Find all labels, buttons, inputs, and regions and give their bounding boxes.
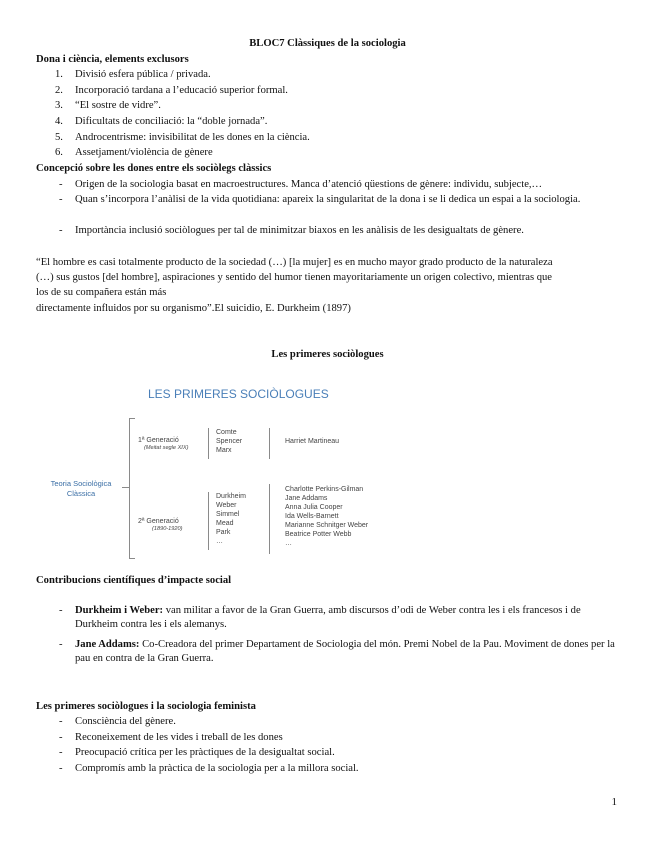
list-dash: -	[59, 179, 63, 190]
gen2-man: Durkheim	[216, 493, 246, 500]
list-dash: -	[59, 194, 63, 205]
list-dash: -	[59, 747, 63, 758]
page-number: 1	[611, 796, 617, 808]
gen1-woman: Harriet Martineau	[285, 438, 340, 445]
gen2-woman: …	[285, 540, 292, 547]
person-name: Jane Addams:	[75, 639, 140, 650]
list-item	[75, 604, 623, 632]
section-heading-primeres: Les primeres sociòlogues	[271, 349, 384, 360]
list-number: 2.	[55, 85, 63, 96]
section-heading-contribucions: Contribucions científiques d’impacte social	[36, 575, 232, 586]
list-dash: -	[59, 763, 63, 774]
list-number: 4.	[55, 116, 63, 127]
gen2-man: Park	[216, 529, 231, 536]
gen2-period: (1890-1920)	[152, 526, 183, 532]
list-dash: -	[59, 639, 63, 650]
connector-line	[129, 418, 135, 419]
list-number: 5.	[55, 132, 63, 143]
list-number: 3.	[55, 100, 63, 111]
quote-line: “El hombre es casi totalmente producto de la sociedad (…) [la mujer] es en mucho mayor grado producto de la naturaleza	[36, 257, 553, 268]
list-item: Incorporació tardana a l’educació superior formal.	[75, 85, 288, 96]
list-dash: -	[59, 716, 63, 727]
list-item: Assetjament/violència de gènere	[75, 147, 213, 158]
connector-line	[208, 492, 209, 550]
gen2-man: …	[216, 538, 223, 545]
list-item	[75, 638, 623, 666]
gen2-woman: Anna Julia Cooper	[285, 504, 343, 511]
gen2-man: Mead	[216, 520, 234, 527]
section-heading-feminista: Les primeres sociòlogues i la sociologia feminista	[36, 701, 256, 712]
list-number: 6.	[55, 147, 63, 158]
gen2-man: Simmel	[216, 511, 240, 518]
list-item: Consciència del gènere.	[75, 716, 176, 727]
person-name: Durkheim i Weber:	[75, 605, 164, 616]
gen1-man: Spencer	[216, 438, 243, 445]
gen1-period: (Meitat segle XIX)	[144, 445, 189, 451]
list-item: Reconeixement de les vides i treball de les dones	[75, 732, 283, 743]
sociologues-diagram	[40, 378, 390, 558]
list-item: Quan s’incorpora l’anàlisi de la vida quotidiana: apareix la singularitat de la dona i se li dedica un espai a la sociologia.	[75, 194, 581, 205]
quote-line: los de su compañera están más	[36, 287, 167, 298]
list-dash: -	[59, 605, 63, 616]
connector-line	[208, 428, 209, 459]
list-dash: -	[59, 225, 63, 236]
quote-line: (…) sus gustos [del hombre], aspiraciones y sentido del humor tienen mayoritariamente un origen colectivo, mientras que	[36, 272, 553, 283]
item-text: van militar a favor de la Gran Guerra, amb discursos d’odi de Weber contra les i els francesos i de Durkheim contra les i els alemanys.	[75, 605, 581, 630]
gen2-woman: Beatrice Potter Webb	[285, 531, 352, 538]
list-item: Importància inclusió sociòlogues per tal de minimitzar biaxos en les anàlisis de les desigualtats de gènere.	[75, 225, 524, 236]
connector-line	[129, 418, 130, 558]
diagram-root-line1: Teoria Sociològica	[50, 479, 112, 488]
diagram-title: LES PRIMERES SOCIÒLOGUES	[148, 387, 329, 401]
gen2-woman: Charlotte Perkins-Gilman	[285, 486, 364, 493]
section-heading-dona-ciencia: Dona i ciència, elements exclusors	[36, 54, 189, 65]
connector-line	[269, 428, 270, 459]
diagram-root-line2: Clàssica	[66, 489, 96, 498]
list-item: Compromís amb la pràctica de la sociologia per a la millora social.	[75, 763, 359, 774]
list-dash: -	[59, 732, 63, 743]
gen2-label: 2ª Generació	[138, 518, 179, 525]
gen1-man: Marx	[216, 447, 232, 454]
gen1-label: 1ª Generació	[138, 437, 179, 444]
quote-line: directamente influidos por su organismo”.El suicidio, E. Durkheim (1897)	[36, 303, 351, 314]
connector-line	[129, 558, 135, 559]
gen2-woman: Ida Wells-Barnett	[285, 513, 339, 520]
gen2-woman: Marianne Schnitger Weber	[285, 522, 369, 529]
list-item: Divisió esfera pública / privada.	[75, 69, 211, 80]
list-item: Origen de la sociologia basat en macroestructures. Manca d’atenció qüestions de gènere: individu, subjecte,…	[75, 179, 543, 190]
gen2-man: Weber	[216, 502, 237, 509]
document-title: BLOC7 Clàssiques de la sociologia	[249, 38, 406, 49]
connector-line	[269, 484, 270, 554]
section-heading-concepcio: Concepció sobre les dones entre els sociòlegs clàssics	[36, 163, 272, 174]
list-number: 1.	[55, 69, 63, 80]
list-item: Dificultats de conciliació: la “doble jornada”.	[75, 116, 268, 127]
gen1-man: Comte	[216, 429, 237, 436]
list-item: Androcentrisme: invisibilitat de les dones en la ciència.	[75, 132, 310, 143]
list-item: Preocupació crítica per les pràctiques de la desigualtat social.	[75, 747, 335, 758]
connector-line	[122, 487, 129, 488]
gen2-woman: Jane Addams	[285, 495, 328, 502]
item-text: Co-Creadora del primer Departament de Sociologia del món. Premi Nobel de la Pau. Moviment de dones per la pau en contra de la Gran Guerra.	[75, 639, 615, 664]
list-item: “El sostre de vidre”.	[75, 100, 161, 111]
